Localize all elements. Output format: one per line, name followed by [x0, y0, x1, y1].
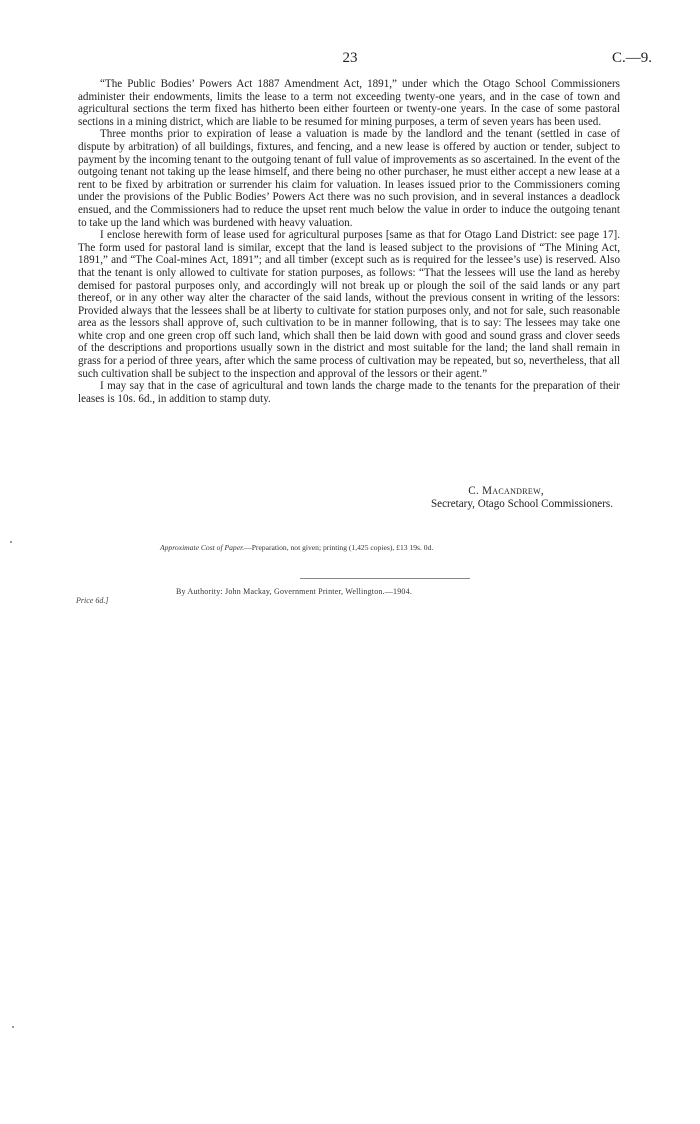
cost-note	[160, 543, 433, 552]
scan-speck	[12, 1026, 14, 1028]
paragraph-3: I enclose herewith form of lease used for agricultural purposes [same as that for Otago Land District: see page 17]. The form used for pastoral land is similar, except that the land is leased subject to the provisions of “The Mining Act, 1891,” and “The Coal-mines Act, 1891”; and all timber (except such as is required for the lessee’s use) is reserved. Also that the tenant is only allowed to cultivate for station purposes, as follows: “That the lessees will use the land as hereby demised for pastoral purposes only, and accordingly will not break up or plough the soil of the said lands or any part thereof, or in any other way alter the character of the said lands, without the previous consent in writing of the lessors: Provided always that the lessees shall be at liberty to cultivate for station purposes only, and not for sale, such reasonable area as the lessors shall approve of, such cultivation to be in manner following, that is to say: The lessees may take one white crop and one green crop off such land, which shall then be laid down with good and sound grass and clover seeds of the descriptions and proportions usually sown in the district and most suitable for the land; the land shall remain in grass for a period of three years, after which the same process of cultivation may be repeated, but so, nevertheless, that all such cultivation shall be subject to the inspection and approval of the lessors or their agent.”	[78, 229, 620, 380]
cost-detail: —Preparation, not given; printing (1,425 copies), £13 19s. 0d.	[244, 543, 434, 552]
scan-speck	[10, 541, 12, 543]
paragraph-4: I may say that in the case of agricultural and town lands the charge made to the tenants for the preparation of their leases is 10s. 6d., in addition to stamp duty.	[78, 380, 620, 405]
body-text	[78, 78, 620, 405]
signature-block	[78, 485, 620, 511]
signatory-title: Secretary, Otago School Commissioners.	[431, 497, 613, 510]
cost-label: Approximate Cost of Paper.	[160, 543, 245, 552]
page-number: 23	[342, 50, 358, 66]
footer-divider	[300, 578, 470, 579]
paragraph-1: “The Public Bodies’ Powers Act 1887 Amendment Act, 1891,” under which the Otago School Commissioners administer their endowments, limits the lease to a term not exceeding twenty-one years, and in the case of town and agricultural sections the term fixed has hitherto been either fourteen or twenty-one years. In the case of some pastoral sections in a mining district, which are liable to be resumed for mining purposes, a term of seven years has been used.	[78, 78, 620, 128]
price-note: Price 6d.]	[76, 596, 109, 605]
printer-authority: By Authority: John Mackay, Government Printer, Wellington.—1904.	[176, 587, 413, 596]
paragraph-2: Three months prior to expiration of lease a valuation is made by the landlord and the tenant (settled in case of dispute by arbitration) of all buildings, fixtures, and fencing, and a new lease is offered by auction or tender, subject to payment by the incoming tenant to the outgoing tenant of full value of improvements as so ascertained. In the event of the outgoing tenant not taking up the lease himself, and there being no other purchaser, he must either accept a new lease at a rent to be fixed by arbitration or surrender his claim for valuation. In leases issued prior to the Commissioners coming under the provisions of the Public Bodies’ Powers Act there was no such provision, and in several instances a deadlock ensued, and the Commissioners had to reduce the upset rent much below the value in order to induce the outgoing tenant to take up the land which was burdened with heavy valuation.	[78, 128, 620, 229]
document-reference: C.—9.	[611, 50, 652, 66]
signatory-name: C. Macandrew,	[468, 485, 544, 497]
